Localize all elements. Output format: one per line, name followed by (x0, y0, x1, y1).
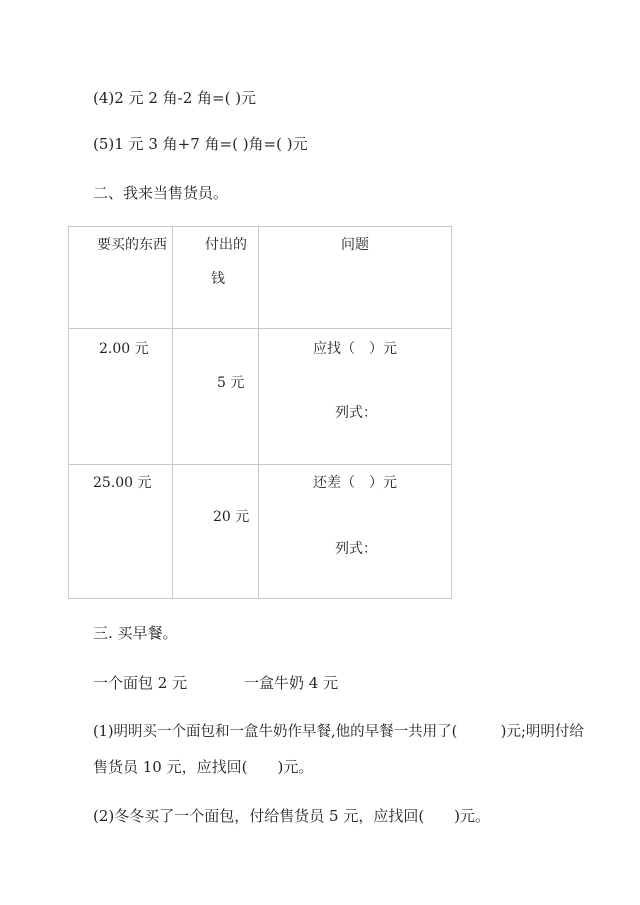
question-4: (4)2 元 2 角-2 角=( )元 (93, 89, 257, 107)
section-2-heading: 二、我来当售货员。 (93, 184, 229, 202)
header-item-cell (69, 227, 173, 329)
header-paid-line2: 钱 (211, 271, 225, 287)
question-5: (5)1 元 3 角+7 角=( )角=( )元 (93, 135, 308, 153)
row1-paid: 5 元 (217, 375, 245, 391)
question-1-line2: 售货员 10 元，应找回( )元。 (93, 758, 314, 776)
row1-question-cell (259, 329, 452, 465)
header-paid-line1: 付出的 (205, 237, 247, 253)
row2-item: 25.00 元 (93, 475, 152, 491)
question-1-line1: (1)明明买一个面包和一盒牛奶作早餐,他的早餐一共用了( )元;明明付给 (93, 724, 584, 740)
row1-formula: 列式： (335, 405, 377, 421)
row2-formula: 列式： (335, 541, 377, 557)
row1-question: 应找（ ）元 (313, 341, 397, 357)
row2-question-cell (259, 465, 452, 599)
row1-item-cell (69, 329, 173, 465)
row2-paid: 20 元 (213, 509, 250, 525)
row2-item-cell (69, 465, 173, 599)
row2-question: 还差（ ）元 (313, 475, 397, 491)
section-3-heading: 三. 买早餐。 (93, 624, 178, 642)
header-paid-cell (173, 227, 259, 329)
row1-paid-cell (173, 329, 259, 465)
row1-item: 2.00 元 (99, 341, 149, 357)
header-question: 问题 (341, 237, 369, 253)
table-header-row (69, 227, 452, 329)
header-question-cell (259, 227, 452, 329)
table-row (69, 329, 452, 465)
shop-table (68, 226, 452, 599)
header-item: 要买的东西 (97, 237, 167, 253)
row2-paid-cell (173, 465, 259, 599)
table-row (69, 465, 452, 599)
question-2: (2)冬冬买了一个面包，付给售货员 5 元，应找回( )元。 (93, 807, 491, 825)
price-bread: 一个面包 2 元 (93, 674, 188, 692)
price-milk: 一盒牛奶 4 元 (244, 674, 339, 692)
